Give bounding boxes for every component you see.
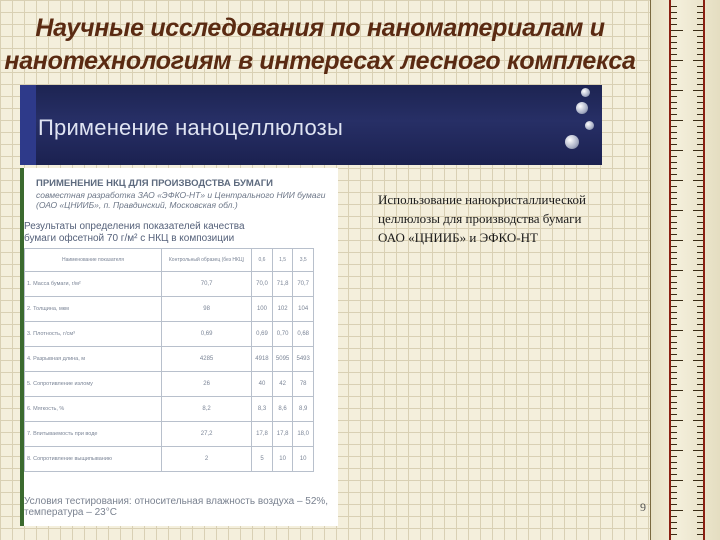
table-header-cell: Контрольный образец (без НКЦ) — [162, 249, 252, 272]
document-subheading: совместная разработка ЗАО «ЭФКО-НТ» и Центрального НИИ бумаги (ОАО «ЦНИИБ», п. Правдинский, Московская обл.) — [36, 190, 326, 210]
ruler-tick — [693, 180, 703, 181]
table-cell-value: 100 — [252, 297, 273, 322]
ruler-tick — [697, 102, 703, 103]
ruler-tick — [697, 96, 703, 97]
ruler-tick — [697, 426, 703, 427]
table-cell-name: 4. Разрывная длина, м — [25, 347, 162, 372]
ruler-tick — [697, 48, 703, 49]
ruler-tick — [693, 390, 703, 391]
ruler-tick — [671, 354, 677, 355]
table-cell-name: 2. Толщина, мкм — [25, 297, 162, 322]
ruler-tick — [693, 60, 703, 61]
table-cell-name: 6. Мягкость, % — [25, 397, 162, 422]
ruler-tick — [697, 462, 703, 463]
ruler-tick — [671, 390, 683, 391]
slide-title-line-2: нанотехнологиям в интересах лесного комплекса — [4, 47, 636, 75]
ruler-tick — [671, 444, 677, 445]
ruler-tick — [697, 6, 703, 7]
ruler-tick — [697, 498, 703, 499]
ruler-tick — [671, 318, 677, 319]
ruler-tick — [697, 306, 703, 307]
document-heading: ПРИМЕНЕНИЕ НКЦ ДЛЯ ПРОИЗВОДСТВА БУМАГИ — [36, 178, 273, 189]
ruler-tick — [697, 438, 703, 439]
ruler-tick — [697, 348, 703, 349]
properties-table — [24, 248, 314, 472]
ruler-tick — [693, 90, 703, 91]
ruler-tick — [697, 222, 703, 223]
ruler-tick — [671, 402, 677, 403]
ruler-tick — [671, 396, 677, 397]
ruler-tick — [671, 222, 677, 223]
ruler-tick — [671, 516, 677, 517]
ruler-tick — [693, 270, 703, 271]
ruler-tick — [697, 66, 703, 67]
table-cell-value: 8,3 — [252, 397, 273, 422]
ruler-tick — [671, 456, 677, 457]
ruler-tick — [671, 336, 677, 337]
ruler-tick — [671, 48, 677, 49]
decorative-dot-icon — [565, 135, 579, 149]
ruler-tick — [697, 402, 703, 403]
table-row — [25, 422, 314, 447]
ruler-tick — [697, 534, 703, 535]
ruler-tick — [671, 378, 677, 379]
ruler-tick — [671, 492, 677, 493]
table-header-cell: Наименование показателя — [25, 249, 162, 272]
ruler-tick — [671, 510, 683, 511]
ruler-tick — [697, 474, 703, 475]
ruler-tick — [697, 186, 703, 187]
ruler-tick — [671, 72, 677, 73]
ruler-tick — [697, 318, 703, 319]
ruler-tick — [697, 258, 703, 259]
ruler-tick — [671, 150, 683, 151]
table-cell-value: 0,68 — [293, 322, 314, 347]
document-results-title: Результаты определения показателей качества бумаги офсетной 70 г/м² с НКЦ в композиции — [24, 221, 245, 244]
ruler-tick — [697, 252, 703, 253]
document-footer: Условия тестирования: относительная влажность воздуха – 52%, температура – 23°С — [24, 496, 329, 518]
ruler-tick — [671, 198, 677, 199]
ruler-tick — [671, 90, 683, 91]
table-cell-value: 5095 — [272, 347, 293, 372]
table-cell-value: 98 — [162, 297, 252, 322]
table-cell-value: 0,70 — [272, 322, 293, 347]
ruler-tick — [671, 228, 677, 229]
ruler-tick — [671, 186, 677, 187]
ruler-tick — [671, 18, 677, 19]
table-row — [25, 397, 314, 422]
ruler-tick — [671, 36, 677, 37]
table-cell-value: 40 — [252, 372, 273, 397]
table-cell-value: 4285 — [162, 347, 252, 372]
ruler-tick — [671, 132, 677, 133]
ruler-tick — [671, 360, 683, 361]
ruler-tick — [671, 54, 677, 55]
ruler-tick — [693, 450, 703, 451]
table-header-row — [25, 249, 314, 272]
ruler-tick — [697, 414, 703, 415]
banner-accent-stripe — [20, 85, 36, 165]
ruler-tick — [671, 408, 677, 409]
table-cell-name: 5. Сопротивление излому — [25, 372, 162, 397]
ruler-tick — [697, 486, 703, 487]
ruler-tick — [671, 474, 677, 475]
ruler-tick — [671, 468, 677, 469]
scanned-document-image — [20, 168, 338, 526]
ruler-tick — [671, 96, 677, 97]
ruler-tick — [697, 342, 703, 343]
table-cell-value: 8,9 — [293, 397, 314, 422]
ruler-tick — [671, 372, 677, 373]
table-header-cell: 0,6 — [252, 249, 273, 272]
ruler-tick — [671, 192, 677, 193]
ruler-tick — [697, 282, 703, 283]
ruler-tick — [671, 528, 677, 529]
ruler-tick — [671, 114, 677, 115]
table-row — [25, 297, 314, 322]
table-cell-value: 18,0 — [293, 422, 314, 447]
ruler-tick — [697, 126, 703, 127]
ruler-tick — [671, 138, 677, 139]
section-banner — [20, 85, 602, 165]
ruler-tick — [697, 354, 703, 355]
ruler-tick — [671, 330, 683, 331]
ruler-tick — [671, 84, 677, 85]
table-cell-value: 10 — [272, 447, 293, 472]
ruler-tick — [697, 444, 703, 445]
ruler-tick — [693, 210, 703, 211]
ruler-tick — [671, 306, 677, 307]
table-cell-value: 71,8 — [272, 272, 293, 297]
slide-title — [0, 12, 640, 78]
decorative-dot-icon — [581, 88, 590, 97]
ruler-tick — [697, 366, 703, 367]
table-cell-value: 42 — [272, 372, 293, 397]
ruler-tick — [697, 18, 703, 19]
ruler-tick — [671, 270, 683, 271]
ruler-tick — [671, 294, 677, 295]
table-header-cell: 3,5 — [293, 249, 314, 272]
table-cell-value: 102 — [272, 297, 293, 322]
ruler-tick — [671, 60, 683, 61]
ruler-tick — [697, 264, 703, 265]
ruler-tick — [697, 336, 703, 337]
ruler-tick — [671, 6, 677, 7]
ruler-tick — [697, 492, 703, 493]
table-header-cell: 1,5 — [272, 249, 293, 272]
ruler-tick — [697, 84, 703, 85]
ruler-tick — [671, 12, 677, 13]
table-cell-value: 0,69 — [252, 322, 273, 347]
ruler-tick — [697, 138, 703, 139]
ruler-tick — [693, 510, 703, 511]
table-cell-value: 5 — [252, 447, 273, 472]
ruler-tick — [671, 252, 677, 253]
ruler-tick — [697, 522, 703, 523]
decorative-dot-icon — [585, 121, 594, 130]
ruler-tick — [671, 162, 677, 163]
ruler-tick — [697, 324, 703, 325]
ruler-tick — [671, 462, 677, 463]
ruler-tick — [671, 276, 677, 277]
table-row — [25, 272, 314, 297]
ruler-tick — [671, 66, 677, 67]
ruler-tick — [697, 378, 703, 379]
ruler-tick — [671, 348, 677, 349]
ruler-tick — [693, 480, 703, 481]
ruler-tick — [671, 450, 683, 451]
ruler-tick — [697, 234, 703, 235]
ruler-tick — [671, 258, 677, 259]
ruler-tick — [671, 486, 677, 487]
ruler-tick — [671, 534, 677, 535]
ruler-tick — [693, 420, 703, 421]
ruler-tick — [671, 300, 683, 301]
table-cell-value: 70,7 — [293, 272, 314, 297]
ruler-tick — [697, 168, 703, 169]
ruler-tick — [697, 12, 703, 13]
table-row — [25, 322, 314, 347]
ruler-tick — [693, 120, 703, 121]
ruler-tick — [671, 312, 677, 313]
ruler-tick — [697, 228, 703, 229]
ruler-tick — [697, 288, 703, 289]
table-cell-value: 70,7 — [162, 272, 252, 297]
ruler-tick — [697, 384, 703, 385]
ruler-tick — [693, 330, 703, 331]
table-cell-value: 0,69 — [162, 322, 252, 347]
table-cell-value: 78 — [293, 372, 314, 397]
ruler-tick — [671, 264, 677, 265]
ruler-tick — [697, 276, 703, 277]
image-caption: Использование нанокристаллической целлюлозы для производства бумаги ОАО «ЦНИИБ» и ЭФКО-НТ — [378, 192, 586, 245]
table-cell-value: 5493 — [293, 347, 314, 372]
table-row — [25, 372, 314, 397]
ruler-tick — [697, 198, 703, 199]
ruler-tick — [697, 78, 703, 79]
ruler-tick — [671, 180, 683, 181]
ruler-tick — [671, 522, 677, 523]
ruler-tick — [671, 480, 683, 481]
table-cell-value: 8,6 — [272, 397, 293, 422]
ruler-tick — [671, 168, 677, 169]
ruler-tick — [697, 132, 703, 133]
ruler-tick — [697, 108, 703, 109]
table-cell-value: 10 — [293, 447, 314, 472]
ruler-tick — [671, 216, 677, 217]
ruler-tick — [697, 42, 703, 43]
table-cell-value: 17,8 — [272, 422, 293, 447]
table-cell-value: 104 — [293, 297, 314, 322]
ruler-tick — [697, 72, 703, 73]
ruler-tick — [671, 324, 677, 325]
ruler-tick — [671, 342, 677, 343]
ruler-tick — [671, 204, 677, 205]
ruler-tick — [697, 516, 703, 517]
ruler-tick — [697, 246, 703, 247]
table-cell-value: 2 — [162, 447, 252, 472]
ruler-tick — [671, 108, 677, 109]
ruler-red-line — [703, 0, 705, 540]
ruler-tick — [671, 384, 677, 385]
decorative-ruler — [650, 0, 720, 540]
ruler-tick — [697, 204, 703, 205]
ruler-tick — [697, 432, 703, 433]
ruler-tick — [697, 408, 703, 409]
table-cell-value: 26 — [162, 372, 252, 397]
ruler-tick — [693, 300, 703, 301]
ruler-tick — [671, 288, 677, 289]
table-cell-name: 3. Плотность, г/см³ — [25, 322, 162, 347]
ruler-tick — [671, 24, 677, 25]
ruler-tick — [697, 36, 703, 37]
ruler-tick — [671, 144, 677, 145]
table-cell-value: 8,2 — [162, 397, 252, 422]
ruler-tick — [697, 216, 703, 217]
ruler-tick — [697, 468, 703, 469]
ruler-tick — [671, 282, 677, 283]
table-cell-name: 1. Масса бумаги, г/м² — [25, 272, 162, 297]
ruler-tick — [693, 240, 703, 241]
slide-title-line-1: Научные исследования по наноматериалам и — [35, 14, 605, 42]
ruler-tick — [697, 54, 703, 55]
ruler-tick — [671, 210, 683, 211]
ruler-tick — [671, 156, 677, 157]
ruler-tick — [671, 420, 683, 421]
table-cell-value: 17,8 — [252, 422, 273, 447]
table-row — [25, 447, 314, 472]
ruler-tick — [697, 162, 703, 163]
ruler-tick — [697, 372, 703, 373]
ruler-tick — [671, 42, 677, 43]
ruler-tick — [693, 30, 703, 31]
decorative-dot-icon — [576, 102, 588, 114]
ruler-tick — [697, 456, 703, 457]
ruler-tick — [697, 156, 703, 157]
ruler-tick — [697, 24, 703, 25]
ruler-tick — [697, 504, 703, 505]
ruler-tick — [671, 438, 677, 439]
ruler-tick — [693, 150, 703, 151]
ruler-tick — [671, 240, 683, 241]
table-cell-value: 4918 — [252, 347, 273, 372]
ruler-tick — [697, 396, 703, 397]
ruler-tick — [697, 174, 703, 175]
ruler-tick — [671, 30, 683, 31]
ruler-tick — [671, 366, 677, 367]
table-cell-name: 7. Впитываемость при воде — [25, 422, 162, 447]
ruler-tick — [671, 246, 677, 247]
ruler-tick — [697, 294, 703, 295]
banner-title: Применение наноцеллюлозы — [38, 115, 343, 140]
table-cell-value: 27,2 — [162, 422, 252, 447]
ruler-tick — [671, 432, 677, 433]
ruler-tick — [671, 78, 677, 79]
ruler-tick — [697, 144, 703, 145]
page-number: 9 — [640, 500, 646, 514]
table-row — [25, 347, 314, 372]
ruler-tick — [671, 102, 677, 103]
ruler-tick — [697, 114, 703, 115]
ruler-tick — [693, 360, 703, 361]
ruler-tick — [671, 126, 677, 127]
ruler-tick — [671, 498, 677, 499]
table-cell-value: 70,0 — [252, 272, 273, 297]
ruler-tick — [697, 192, 703, 193]
ruler-tick — [671, 120, 683, 121]
ruler-tick — [671, 174, 677, 175]
ruler-tick — [697, 312, 703, 313]
ruler-tick — [671, 504, 677, 505]
table-cell-name: 8. Сопротивление выщипыванию — [25, 447, 162, 472]
ruler-tick — [671, 426, 677, 427]
ruler-tick — [697, 528, 703, 529]
ruler-tick — [671, 234, 677, 235]
ruler-tick — [671, 414, 677, 415]
